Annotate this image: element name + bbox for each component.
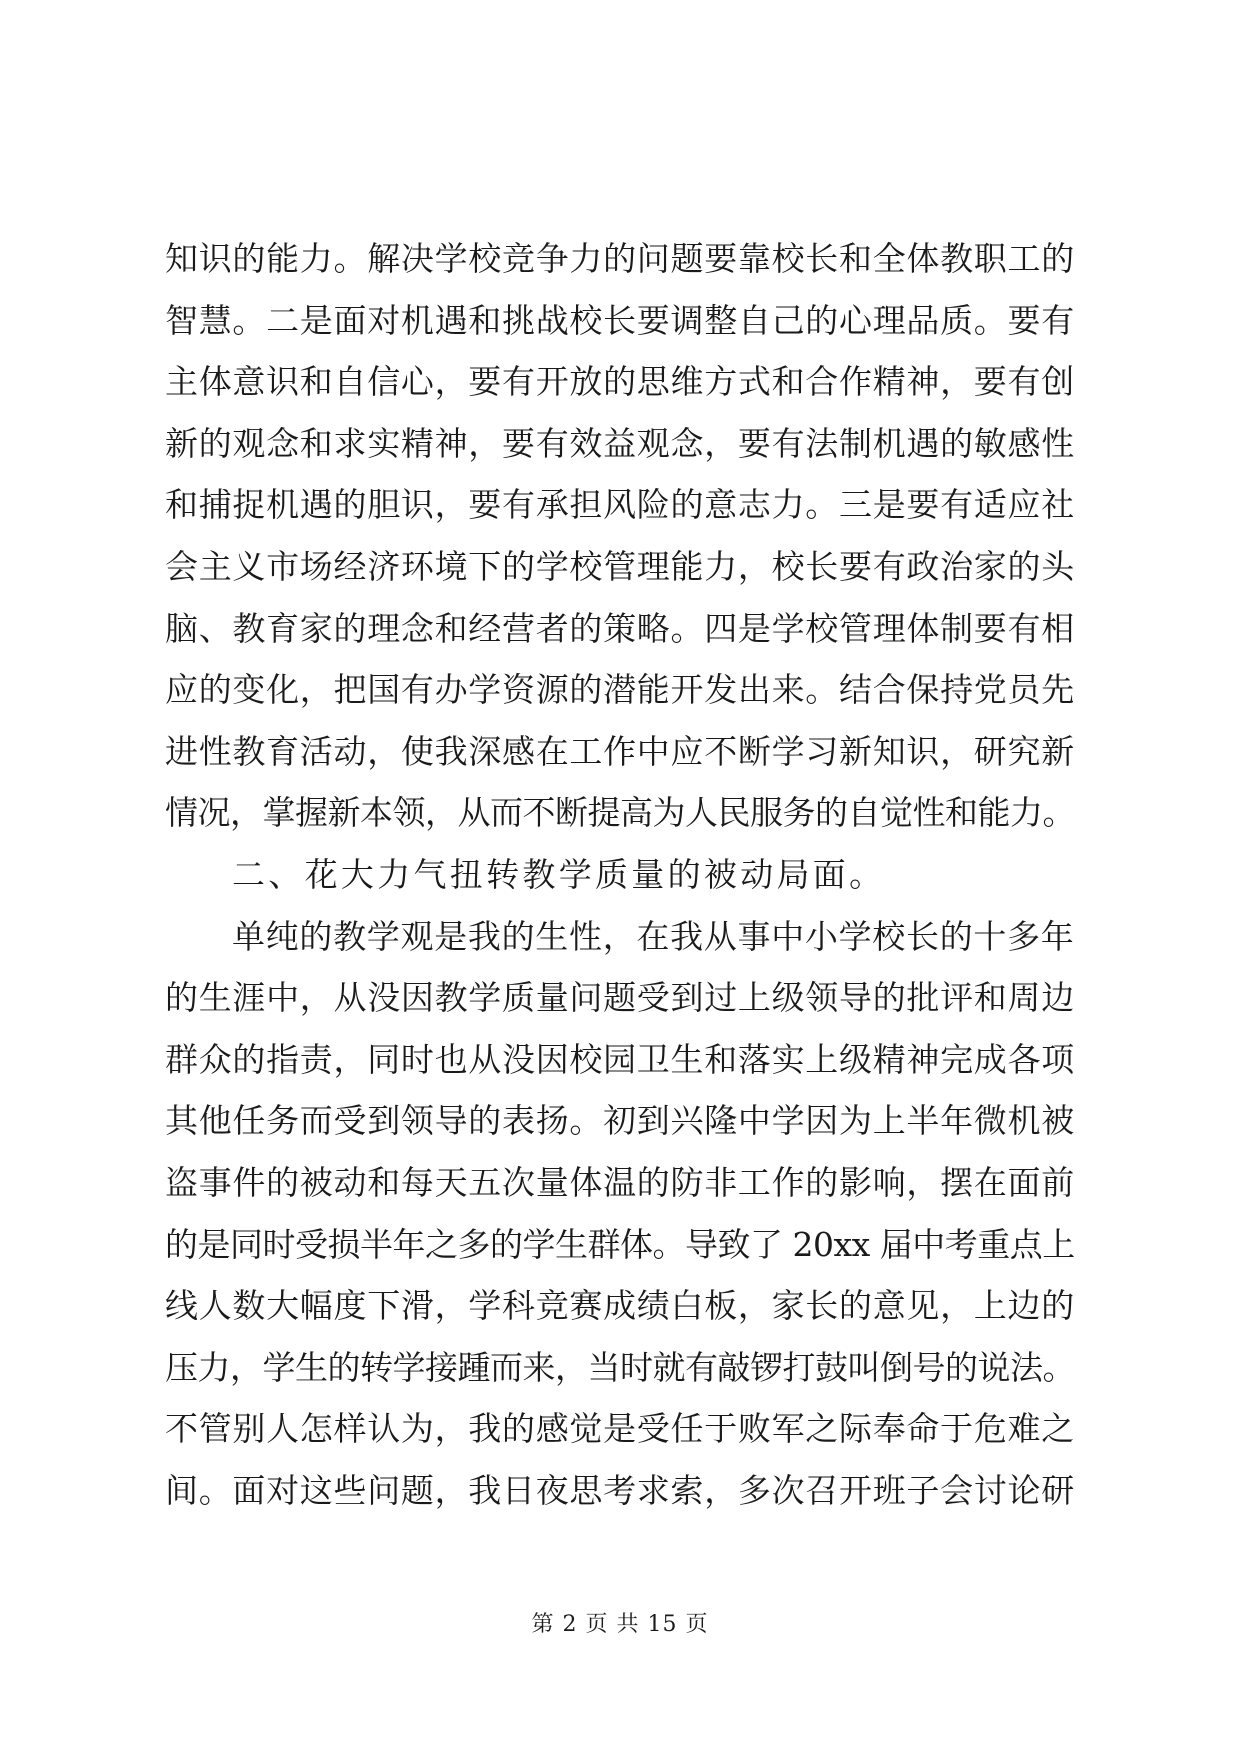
text-line: 智慧。二是面对机遇和挑战校长要调整自己的心理品质。要有 (165, 300, 1075, 340)
text-line: 压力，学生的转学接踵而来，当时就有敲锣打鼓叫倒号的说法。 (165, 1347, 1075, 1387)
text-line: 的是同时受损半年之多的学生群体。导致了 20xx 届中考重点上 (165, 1224, 1075, 1264)
text-line: 进性教育活动，使我深感在工作中应不断学习新知识，研究新 (165, 731, 1075, 771)
section-heading: 二、花大力气扭转教学质量的被动局面。 (232, 854, 886, 894)
text-line: 群众的指责，同时也从没因校园卫生和落实上级精神完成各项 (165, 1039, 1075, 1079)
text-line: 不管别人怎样认为，我的感觉是受任于败军之际奉命于危难之 (165, 1409, 1075, 1449)
text-line: 会主义市场经济环境下的学校管理能力，校长要有政治家的头 (165, 546, 1075, 586)
text-line: 和捕捉机遇的胆识，要有承担风险的意志力。三是要有适应社 (165, 485, 1075, 525)
text-line: 线人数大幅度下滑，学科竞赛成绩白板，家长的意见，上边的 (165, 1286, 1075, 1326)
text-line: 主体意识和自信心，要有开放的思维方式和合作精神，要有创 (165, 362, 1075, 402)
text-line: 间。面对这些问题，我日夜思考求索，多次召开班子会讨论研 (165, 1470, 1075, 1510)
body-text (165, 228, 1075, 1521)
text-line: 盗事件的被动和每天五次量体温的防非工作的影响，摆在面前 (165, 1162, 1075, 1202)
text-line: 应的变化，把国有办学资源的潜能开发出来。结合保持党员先 (165, 670, 1075, 710)
text-line: 新的观念和求实精神，要有效益观念，要有法制机遇的敏感性 (165, 423, 1075, 463)
text-line: 单纯的教学观是我的生性，在我从事中小学校长的十多年 (232, 916, 1075, 956)
page-number-footer: 第 2 页 共 15 页 (531, 1612, 709, 1637)
text-line: 脑、教育家的理念和经营者的策略。四是学校管理体制要有相 (165, 608, 1075, 648)
text-line: 情况，掌握新本领，从而不断提高为人民服务的自觉性和能力。 (165, 793, 1075, 833)
text-line: 其他任务而受到领导的表扬。初到兴隆中学因为上半年微机被 (165, 1101, 1075, 1141)
text-line: 知识的能力。解决学校竞争力的问题要靠校长和全体教职工的 (165, 239, 1075, 278)
text-line: 的生涯中，从没因教学质量问题受到过上级领导的批评和周边 (165, 978, 1075, 1018)
